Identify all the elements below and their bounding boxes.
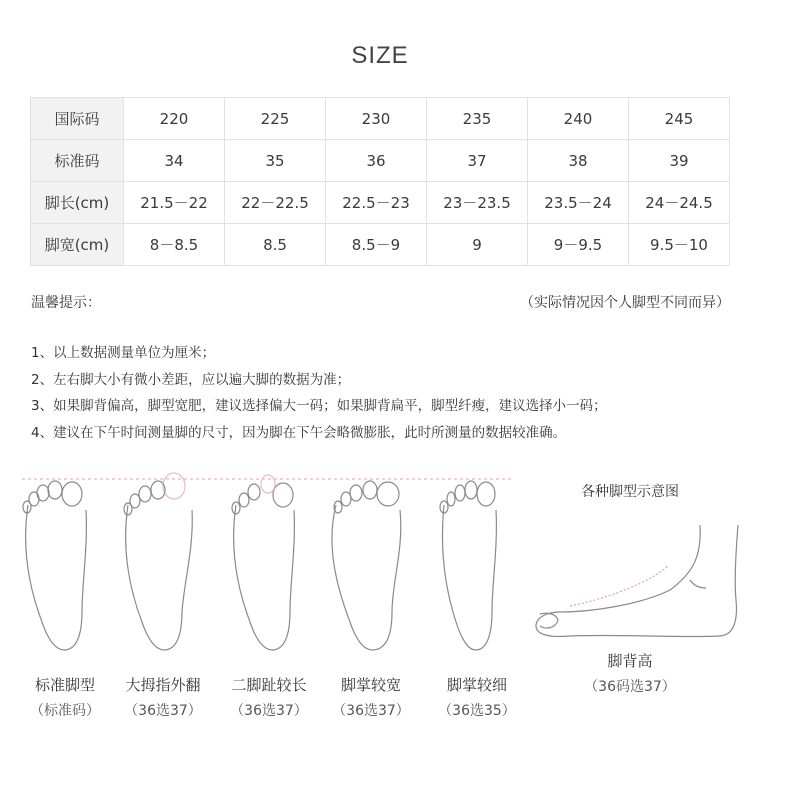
row-header: 脚宽(cm) <box>31 224 124 266</box>
table-cell: 39 <box>629 140 730 182</box>
tips-disclaimer: （实际情况因个人脚型不同而异） <box>520 295 730 311</box>
foot-type-label: 脚掌较细 <box>446 676 507 694</box>
tip-item: 3、如果脚背偏高，脚型宽肥，建议选择偏大一码；如果脚背扁平，脚型纤瘦，建议选择小一码； <box>31 398 607 414</box>
tip-item: 2、左右脚大小有微小差距，应以遍大脚的数据为准； <box>31 371 351 388</box>
foot-type-label: 二脚趾较长 <box>231 676 307 694</box>
table-cell: 24－24.5 <box>629 182 730 224</box>
foot-type-note: （36选37） <box>332 703 410 719</box>
table-cell: 9.5－10 <box>629 224 730 266</box>
table-cell: 23.5－24 <box>528 182 629 224</box>
foot-type-label: 脚掌较宽 <box>340 676 401 694</box>
table-cell: 21.5－22 <box>124 182 225 224</box>
instep-label: 脚背高 <box>607 652 653 670</box>
table-cell: 35 <box>225 140 326 182</box>
table-cell: 37 <box>427 140 528 182</box>
table-cell: 220 <box>124 98 225 140</box>
table-cell: 8.5－9 <box>326 224 427 266</box>
foot-standard-illustration <box>23 481 86 650</box>
tip-item: 4、建议在下午时间测量脚的尺寸，因为脚在下午会略微膨胀，此时所测量的数据较准确。 <box>31 424 567 441</box>
foot-type-note: （36选37） <box>230 703 308 719</box>
table-row <box>31 140 730 182</box>
table-cell: 8.5 <box>225 224 326 266</box>
tips-heading: 温馨提示： <box>31 295 101 311</box>
row-header: 脚长(cm) <box>31 182 124 224</box>
table-cell: 230 <box>326 98 427 140</box>
diagram-title: 各种脚型示意图 <box>581 484 679 500</box>
size-table <box>30 97 730 266</box>
table-cell: 9 <box>427 224 528 266</box>
table-cell: 235 <box>427 98 528 140</box>
foot-wide-ball-illustration <box>332 481 401 650</box>
foot-type-label: 标准脚型 <box>34 676 95 694</box>
foot-type-label: 大拇指外翻 <box>125 676 201 694</box>
instep-note: （36码选37） <box>584 679 676 695</box>
table-row <box>31 224 730 266</box>
table-cell: 8－8.5 <box>124 224 225 266</box>
tips-list <box>31 340 607 446</box>
table-cell: 36 <box>326 140 427 182</box>
foot-bunion-illustration <box>124 473 192 650</box>
table-cell: 22.5－23 <box>326 182 427 224</box>
foot-long-second-toe-illustration <box>232 475 294 650</box>
foot-type-note: （标准码） <box>30 703 100 719</box>
row-header: 标准码 <box>31 140 124 182</box>
table-row <box>31 98 730 140</box>
table-cell: 245 <box>629 98 730 140</box>
table-cell: 22－22.5 <box>225 182 326 224</box>
table-cell: 240 <box>528 98 629 140</box>
high-instep-side-view <box>536 525 738 637</box>
foot-type-note: （36选37） <box>124 703 202 719</box>
table-cell: 38 <box>528 140 629 182</box>
tip-item: 1、以上数据测量单位为厘米； <box>31 345 216 361</box>
table-cell: 9－9.5 <box>528 224 629 266</box>
foot-type-note: （36选35） <box>438 703 516 719</box>
table-cell: 23－23.5 <box>427 182 528 224</box>
foot-narrow-ball-illustration <box>440 481 496 650</box>
page-title: SIZE <box>351 42 409 69</box>
table-row <box>31 182 730 224</box>
table-cell: 225 <box>225 98 326 140</box>
table-cell: 34 <box>124 140 225 182</box>
row-header: 国际码 <box>31 98 124 140</box>
